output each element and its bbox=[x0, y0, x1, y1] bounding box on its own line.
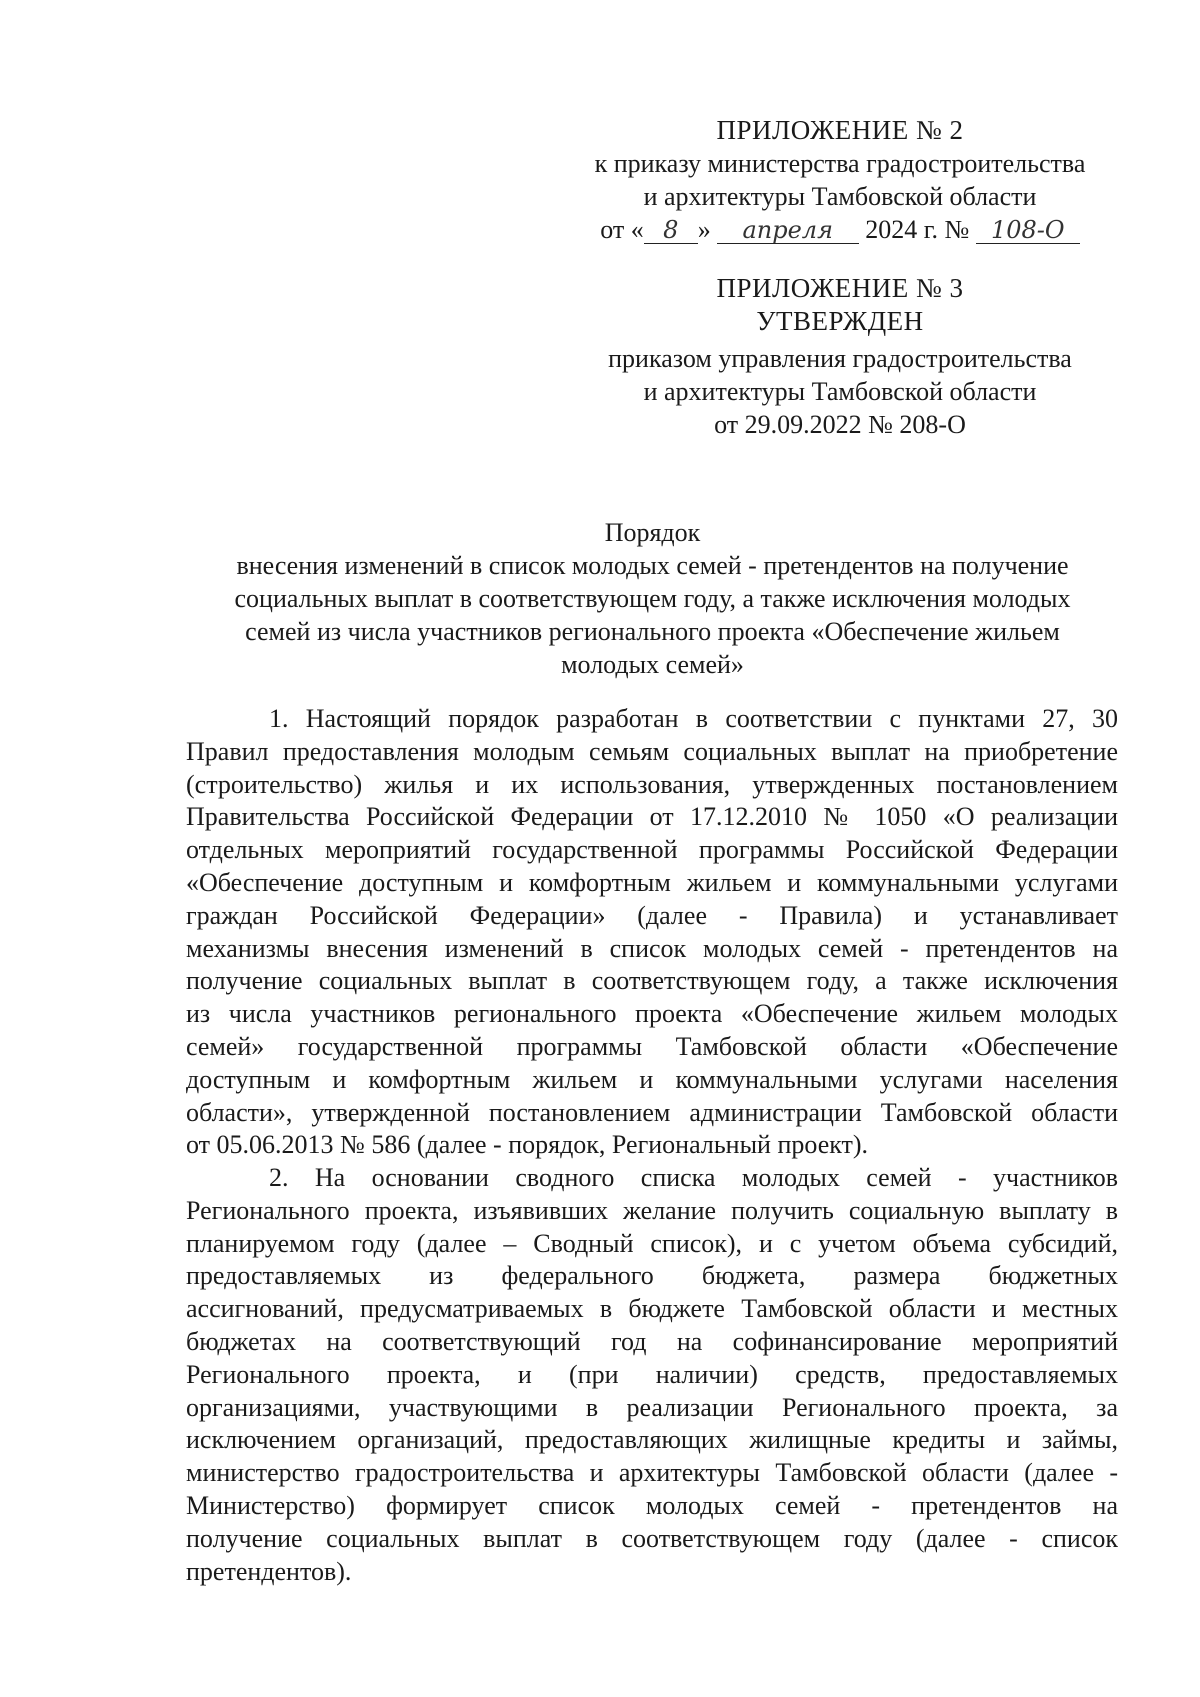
paragraph-line: граждан Российской Федерации» (далее - Правила) и устанавливает bbox=[186, 900, 1118, 930]
appendix-2-title: ПРИЛОЖЕНИЕ № 2 bbox=[716, 115, 964, 145]
appendix-2-line-2: и архитектуры Тамбовской области bbox=[643, 182, 1037, 211]
title-line-4: семей из числа участников регионального проекта «Обеспечение жильем bbox=[245, 617, 1060, 646]
paragraph-line: исключением организаций, предоставляющих жилищные кредиты и займы, bbox=[186, 1425, 1118, 1455]
paragraph-line: получение социальных выплат в соответствующем году, а также исключения bbox=[186, 966, 1118, 996]
paragraph-line: семей» государственной программы Тамбовской области «Обеспечение bbox=[186, 1031, 1118, 1061]
document-title bbox=[185, 516, 1120, 681]
approved-label: УТВЕРЖДЕН bbox=[756, 306, 924, 336]
paragraph-line: механизмы внесения изменений в список молодых семей - претендентов на bbox=[186, 933, 1118, 963]
paragraph-line: планируемом году (далее – Сводный список), и с учетом объема субсидий, bbox=[186, 1228, 1118, 1258]
paragraph-line: предоставляемых из федерального бюджета, размера бюджетных bbox=[186, 1261, 1118, 1291]
paragraph-line: ассигнований, предусматриваемых в бюджете Тамбовской области и местных bbox=[186, 1294, 1118, 1324]
appendix-3-header bbox=[560, 272, 1120, 441]
title-line-5: молодых семей» bbox=[561, 650, 744, 679]
paragraph-line: области», утвержденной постановлением администрации Тамбовской области bbox=[186, 1097, 1118, 1127]
paragraph-line: Правительства Российской Федерации от 17.12.2010 № 1050 «О реализации bbox=[186, 802, 1118, 832]
date-prefix: от « bbox=[600, 215, 644, 244]
handwritten-day: 8 bbox=[644, 217, 698, 244]
date-mid: » bbox=[697, 215, 711, 244]
paragraph-line: из числа участников регионального проекта «Обеспечение жильем молодых bbox=[186, 999, 1118, 1029]
paragraph-line: министерство градостроительства и архитектуры Тамбовской области (далее - bbox=[186, 1458, 1118, 1488]
handwritten-month: апреля bbox=[717, 217, 859, 244]
paragraph-line: (строительство) жилья и их использования, утвержденных постановлением bbox=[186, 769, 1118, 799]
title-line-3: социальных выплат в соответствующем году, а также исключения молодых bbox=[234, 584, 1071, 613]
appendix-3-line-2: и архитектуры Тамбовской области bbox=[643, 377, 1037, 406]
appendix-3-line-3: от 29.09.2022 № 208-О bbox=[714, 410, 966, 439]
paragraph-line: организациями, участвующими в реализации Регионального проекта, за bbox=[186, 1392, 1118, 1422]
title-line-1: Порядок bbox=[604, 518, 701, 547]
paragraph-line: получение социальных выплат в соответствующем году (далее - список bbox=[186, 1523, 1118, 1553]
paragraph-line: 2. На основании сводного списка молодых семей - участников bbox=[269, 1163, 1118, 1192]
handwritten-order-number: 108-О bbox=[976, 217, 1080, 244]
title-line-2: внесения изменений в список молодых семей - претендентов на получение bbox=[236, 551, 1069, 580]
paragraph-line: доступным и комфортным жильем и коммунальными услугами населения bbox=[186, 1064, 1118, 1094]
paragraph-1 bbox=[186, 703, 1118, 1162]
paragraph-line: от 05.06.2013 № 586 (далее - порядок, Региональный проект). bbox=[186, 1130, 869, 1160]
order-date-line bbox=[560, 213, 1120, 246]
appendix-3-title: ПРИЛОЖЕНИЕ № 3 bbox=[716, 273, 964, 303]
paragraph-line: «Обеспечение доступным и комфортным жильем и коммунальными услугами bbox=[186, 867, 1118, 897]
appendix-3-line-1: приказом управления градостроительства bbox=[608, 344, 1072, 373]
date-year: 2024 г. № bbox=[865, 215, 970, 244]
paragraph-line: Регионального проекта, и (при наличии) средств, предоставляемых bbox=[186, 1359, 1118, 1389]
paragraph-line: Министерство) формирует список молодых семей - претендентов на bbox=[186, 1490, 1118, 1520]
appendix-2-header bbox=[560, 114, 1120, 246]
paragraph-line: претендентов). bbox=[186, 1556, 352, 1586]
paragraph-line: 1. Настоящий порядок разработан в соответствии с пунктами 27, 30 bbox=[269, 704, 1118, 733]
paragraph-line: бюджетах на соответствующий год на софинансирование мероприятий bbox=[186, 1326, 1118, 1356]
paragraph-2 bbox=[186, 1162, 1118, 1588]
appendix-2-line-1: к приказу министерства градостроительства bbox=[594, 149, 1086, 178]
paragraph-line: Правил предоставления молодым семьям социальных выплат на приобретение bbox=[186, 736, 1118, 766]
paragraph-line: Регионального проекта, изъявивших желание получить социальную выплату в bbox=[186, 1195, 1118, 1225]
paragraph-line: отдельных мероприятий государственной программы Российской Федерации bbox=[186, 835, 1118, 865]
